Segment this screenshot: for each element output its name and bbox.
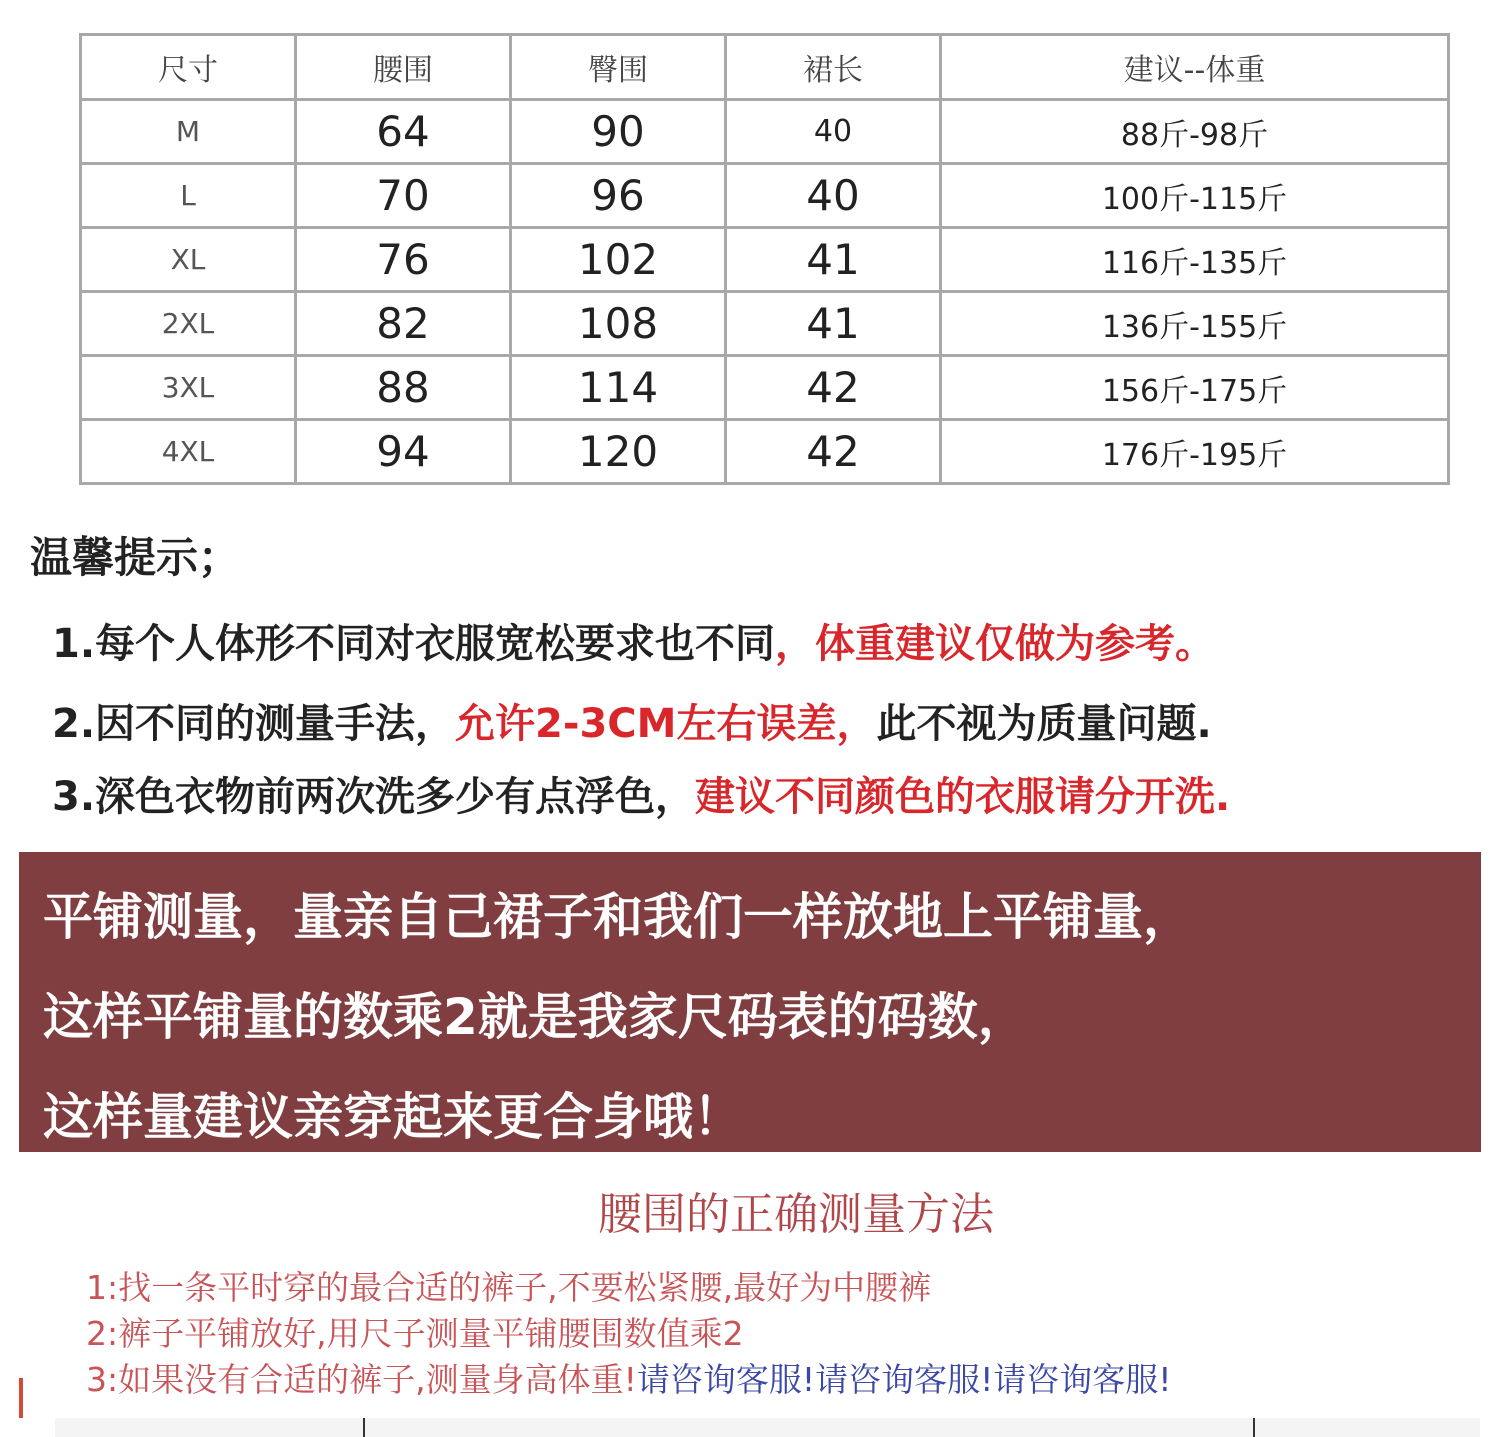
header-size: 尺寸 bbox=[81, 35, 296, 100]
table-row bbox=[81, 100, 1449, 164]
cell-hip: 96 bbox=[511, 164, 726, 228]
tip-item-3 bbox=[52, 765, 1230, 822]
tip-highlight: 允许2-3CM左右误差， bbox=[455, 701, 877, 747]
cell-hip: 120 bbox=[511, 420, 726, 484]
cell-size: 4XL bbox=[81, 420, 296, 484]
table-row bbox=[81, 420, 1449, 484]
method-step-text: 2:裤子平铺放好,用尺子测量平铺腰围数值乘2 bbox=[86, 1314, 744, 1353]
cell-length: 41 bbox=[726, 292, 941, 356]
cell-hip: 90 bbox=[511, 100, 726, 164]
cell-hip: 114 bbox=[511, 356, 726, 420]
cell-weight: 116斤-135斤 bbox=[941, 228, 1449, 292]
cell-size: 2XL bbox=[81, 292, 296, 356]
banner-line-2: 这样平铺量的数乘2就是我家尺码表的码数， bbox=[43, 988, 1028, 1046]
cell-waist: 70 bbox=[296, 164, 511, 228]
strip-divider bbox=[1253, 1418, 1255, 1437]
cell-weight: 88斤-98斤 bbox=[941, 100, 1449, 164]
edge-marker bbox=[19, 1378, 23, 1418]
tip-item-2 bbox=[52, 692, 1212, 749]
contact-service-text: 请咨询客服!请咨询客服!请咨询客服! bbox=[636, 1360, 1172, 1399]
header-weight: 建议--体重 bbox=[941, 35, 1449, 100]
tip-text: 1.每个人体形不同对衣服宽松要求也不同 bbox=[52, 621, 776, 667]
tip-item-1 bbox=[52, 612, 1215, 669]
method-step-text: 1:找一条平时穿的最合适的裤子,不要松紧腰,最好为中腰裤 bbox=[86, 1268, 932, 1307]
cell-size: 3XL bbox=[81, 356, 296, 420]
table-row bbox=[81, 356, 1449, 420]
cell-waist: 64 bbox=[296, 100, 511, 164]
cell-weight: 156斤-175斤 bbox=[941, 356, 1449, 420]
cell-waist: 76 bbox=[296, 228, 511, 292]
header-hip: 臀围 bbox=[511, 35, 726, 100]
table-row bbox=[81, 292, 1449, 356]
tip-text-after: 此不视为质量问题. bbox=[876, 701, 1212, 747]
bottom-strip bbox=[55, 1418, 1480, 1437]
cell-length: 42 bbox=[726, 420, 941, 484]
cell-size: L bbox=[81, 164, 296, 228]
method-title: 腰围的正确测量方法 bbox=[598, 1189, 994, 1240]
size-chart-table bbox=[79, 33, 1450, 485]
cell-length: 42 bbox=[726, 356, 941, 420]
banner-line-1: 平铺测量，量亲自己裙子和我们一样放地上平铺量， bbox=[43, 888, 1193, 946]
cell-size: M bbox=[81, 100, 296, 164]
method-step-1 bbox=[86, 1262, 931, 1309]
cell-hip: 102 bbox=[511, 228, 726, 292]
tip-text: 2.因不同的测量手法， bbox=[52, 701, 456, 747]
strip-divider bbox=[363, 1418, 365, 1437]
measurement-banner bbox=[19, 852, 1481, 1152]
cell-weight: 100斤-115斤 bbox=[941, 164, 1449, 228]
cell-weight: 136斤-155斤 bbox=[941, 292, 1449, 356]
tip-text: 3.深色衣物前两次洗多少有点浮色， bbox=[52, 774, 696, 820]
cell-weight: 176斤-195斤 bbox=[941, 420, 1449, 484]
cell-hip: 108 bbox=[511, 292, 726, 356]
cell-waist: 82 bbox=[296, 292, 511, 356]
banner-line-3: 这样量建议亲穿起来更合身哦！ bbox=[43, 1088, 743, 1146]
tip-highlight: ，体重建议仅做为参考。 bbox=[775, 621, 1216, 667]
cell-length: 40 bbox=[726, 100, 941, 164]
cell-waist: 88 bbox=[296, 356, 511, 420]
tips-heading: 温馨提示； bbox=[30, 533, 241, 582]
header-length: 裙长 bbox=[726, 35, 941, 100]
method-step-2 bbox=[86, 1308, 744, 1355]
table-row bbox=[81, 228, 1449, 292]
cell-size: XL bbox=[81, 228, 296, 292]
cell-waist: 94 bbox=[296, 420, 511, 484]
cell-length: 41 bbox=[726, 228, 941, 292]
table-row bbox=[81, 164, 1449, 228]
table-header-row bbox=[81, 35, 1449, 100]
cell-length: 40 bbox=[726, 164, 941, 228]
tip-highlight: 建议不同颜色的衣服请分开洗. bbox=[695, 774, 1231, 820]
header-waist: 腰围 bbox=[296, 35, 511, 100]
method-step-text: 3:如果没有合适的裤子,测量身高体重! bbox=[86, 1360, 637, 1399]
method-step-3 bbox=[86, 1354, 1172, 1401]
